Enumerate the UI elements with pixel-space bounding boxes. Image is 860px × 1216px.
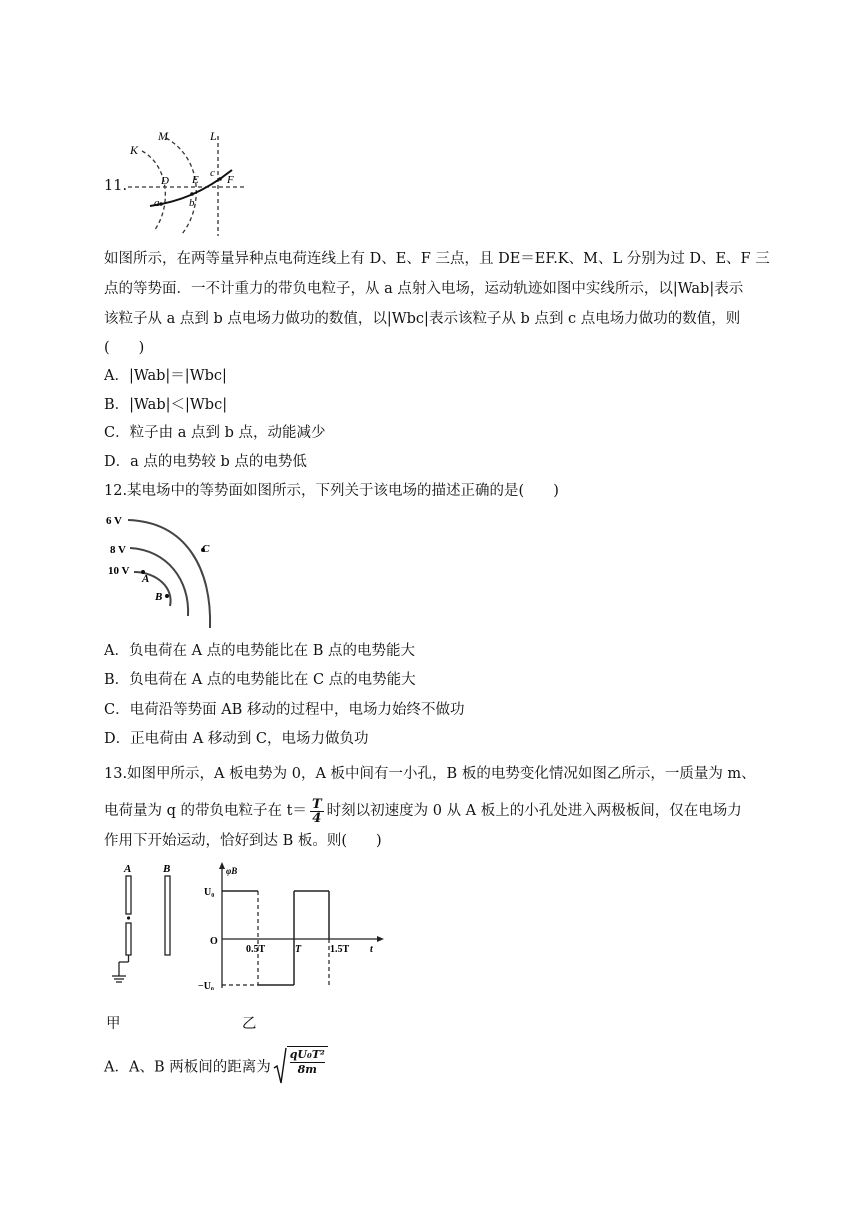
q12-option-d: D．正电荷由 A 移动到 C，电场力做负功 [104,731,369,747]
q13-graph-origin: O [210,936,218,947]
q11-stem-line4: ( ) [104,340,145,356]
q12-label-A: A [142,573,150,585]
q13-caption-right: 乙 [242,1016,257,1032]
q11-label-L: L [210,129,217,143]
q11-option-a: A．|Wab|＝|Wbc| [104,368,227,384]
q11-option-b: B．|Wab|＜|Wbc| [104,397,228,413]
q11-label-D: D [161,175,169,187]
q13-figure-graph [196,860,386,990]
q12-label-6v: 6 V [106,515,122,527]
q13-frac-den: 4 [312,810,322,826]
q12-option-a: A．负电荷在 A 点的电势能比在 B 点的电势能大 [104,643,416,659]
q12-option-c: C．电荷沿等势面 AB 移动的过程中，电场力始终不做功 [104,702,465,718]
q13-graph-ylabel: φB [226,866,238,876]
q11-figure [124,126,254,238]
q13-graph-xlabel: t [370,944,373,955]
q13-option-a [104,1046,328,1089]
q13-graph-tick-T: T [295,944,302,955]
q13-stem-line2-post: 时刻以初速度为 0 从 A 板上的小孔处进入两极板间，仅在电场力 [326,803,742,819]
q13-stem-line1: 13.如图甲所示，A 板电势为 0，A 板中间有一小孔，B 板的电势变化情况如图乙所示，一质量为 m、 [104,766,756,782]
q12-option-b: B．负电荷在 A 点的电势能比在 C 点的电势能大 [104,672,416,688]
q12-stem: 12.某电场中的等势面如图所示，下列关于该电场的描述正确的是( ) [104,483,559,499]
q13-stem-line2 [104,796,742,826]
q11-label-E: E [192,174,199,186]
q13-fraction [310,798,324,825]
q11-option-d: D．a 点的电势较 b 点的电势低 [104,454,307,470]
q13-sqrt-fraction [287,1046,328,1077]
q13-stem-line2-pre: 电荷量为 q 的带负电粒子在 t＝ [104,803,307,819]
q13-frac-num: T [311,796,322,812]
q12-figure [102,510,232,632]
q11-label-b: b [189,197,195,209]
q11-label-c: c [210,167,215,179]
q13-plate-label-A: A [124,863,132,875]
q13-figure-plates [104,860,188,990]
q12-label-8v: 8 V [110,544,126,556]
q13-sqrt-num: qU₀T² [289,1048,325,1061]
q13-graph-tick-half: 0.5T [246,944,266,955]
q11-number: 11. [104,178,128,194]
q13-plate-label-B: B [163,863,171,875]
q11-label-K: K [130,143,139,157]
q13-sqrt-den: 8m [297,1063,317,1076]
q11-stem-line3: 该粒子从 a 点到 b 点电场力做功的数值，以|Wbc|表示该粒子从 b 点到 c 点电场力做功的数值，则 [104,311,741,327]
q13-graph-u0: U₀ [204,887,215,898]
q12-label-B: B [155,591,163,603]
q13-option-a-text: A．A、B 两板间的距离为 [104,1059,271,1076]
q11-label-a: a [154,197,160,209]
q11-stem-line2: 点的等势面．一不计重力的带负电粒子，从 a 点射入电场，运动轨迹如图中实线所示，以|Wab|表示 [104,281,744,297]
q11-label-M: M [158,129,168,143]
q13-stem-line3: 作用下开始运动，恰好到达 B 板。则( ) [104,833,382,849]
q13-graph-neg-u0: −U₀ [198,981,214,990]
q13-graph-tick-1-5: 1.5T [330,944,350,955]
q13-caption-left: 甲 [106,1016,121,1032]
q11-stem-line1: 如图所示，在两等量异种点电荷连线上有 D、E、F 三点，且 DE＝EF.K、M、L 分别为过 D、E、F 三 [104,251,770,267]
q12-label-10v: 10 V [108,565,130,577]
q13-sqrt-sign [273,1046,287,1086]
q12-label-C: C [202,543,210,555]
q11-option-c: C．粒子由 a 点到 b 点，动能减少 [104,425,326,441]
q11-label-F: F [227,174,234,186]
q13-sqrt [273,1046,328,1089]
